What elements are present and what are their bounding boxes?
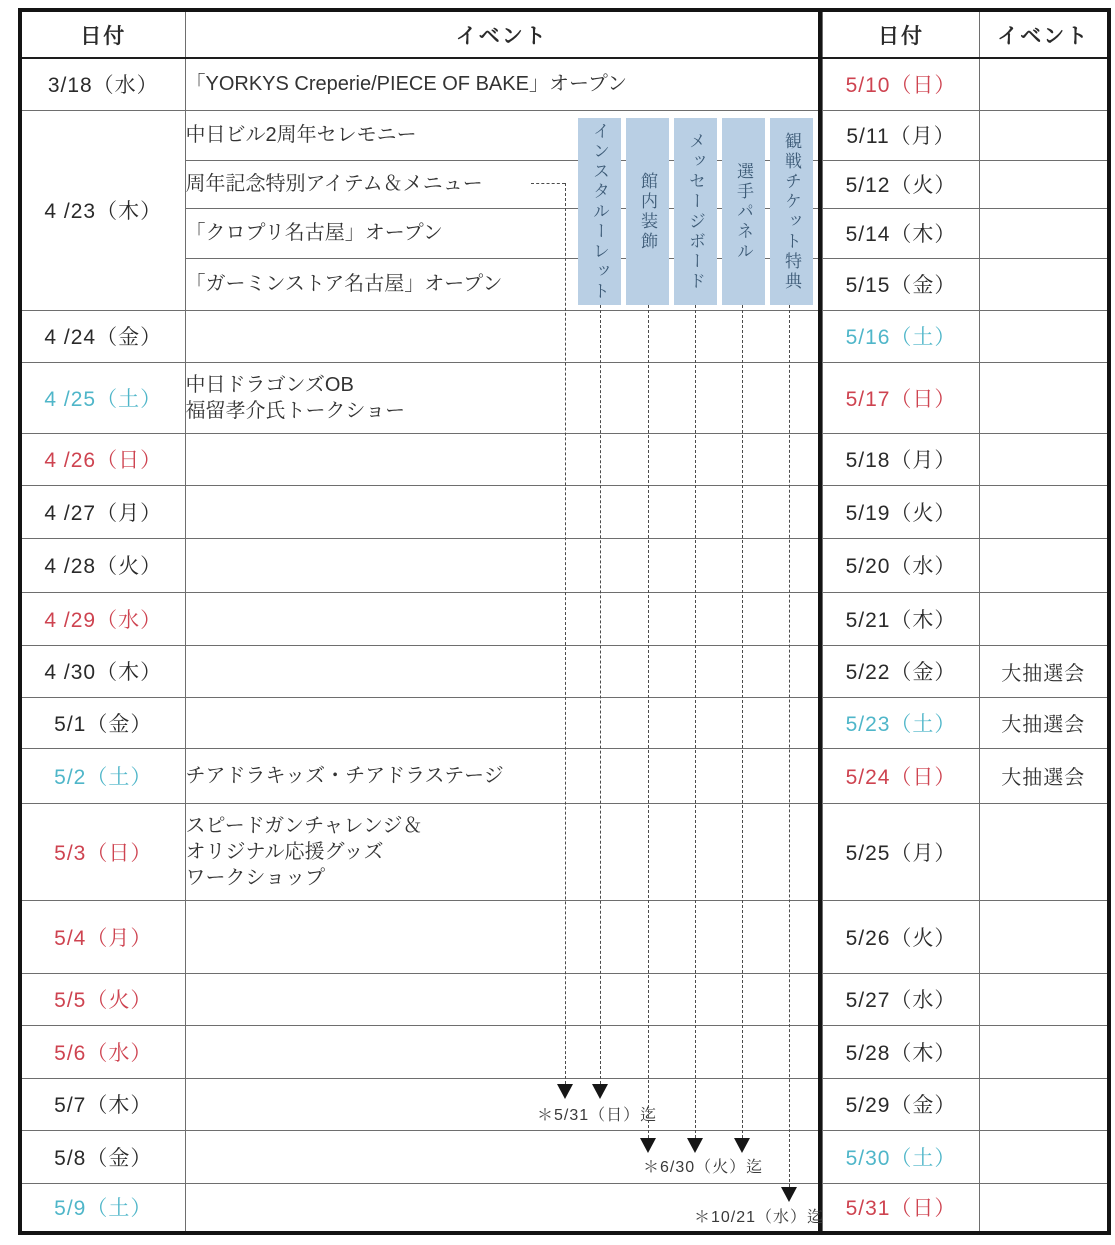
- event-cell: [185, 310, 820, 362]
- leader-connector-line: [531, 183, 565, 184]
- event-cell: [185, 538, 820, 592]
- event-text: 「ガーミンストア名古屋」オープン: [185, 273, 503, 295]
- campaign-box: [770, 118, 813, 305]
- event-cell: 大抽選会: [980, 697, 1109, 748]
- date-cell: 5/25（月）: [823, 803, 980, 900]
- date-cell: 5/22（金）: [823, 645, 980, 697]
- date-cell: 5/15（金）: [823, 258, 980, 310]
- date-cell: 5/16（土）: [823, 310, 980, 362]
- date-cell: 5/28（木）: [823, 1025, 980, 1078]
- date-cell-grouped: 4 /23（木）: [20, 110, 185, 310]
- event-text: 「YORKYS Creperie/PIECE OF BAKE」オープン: [185, 73, 628, 96]
- date-cell: 5/18（月）: [823, 433, 980, 485]
- date-cell: 5/7（木）: [20, 1078, 185, 1130]
- date-cell: 4 /27（月）: [20, 485, 185, 538]
- event-cell: [980, 1078, 1109, 1130]
- date-cell: 5/4（月）: [20, 900, 185, 973]
- event-cell: [980, 1130, 1109, 1183]
- event-cell: [980, 310, 1109, 362]
- date-cell: 4 /28（火）: [20, 538, 185, 592]
- campaign-label: 館内装飾: [638, 171, 657, 252]
- event-cell: [980, 110, 1109, 160]
- campaign-box: [722, 118, 765, 305]
- leader-line: [565, 183, 566, 1084]
- event-text: 中日ビル2周年セレモニー: [185, 124, 417, 146]
- left-date-header: 日付: [20, 10, 185, 58]
- date-cell: 4 /24（金）: [20, 310, 185, 362]
- campaign-label: インスタルーレット: [590, 121, 609, 302]
- event-cell: [185, 58, 820, 110]
- leader-line: [600, 305, 601, 1084]
- event-cell: [185, 1078, 820, 1130]
- arrow-down-icon: [640, 1138, 656, 1153]
- leader-line: [742, 305, 743, 1138]
- event-cell: [185, 592, 820, 645]
- date-cell: 5/10（日）: [823, 58, 980, 110]
- event-cell: [980, 803, 1109, 900]
- date-cell: 5/23（土）: [823, 697, 980, 748]
- event-cell: [980, 258, 1109, 310]
- event-cell: [980, 160, 1109, 208]
- event-cell: [980, 973, 1109, 1025]
- note-until-1021: ＊10/21（水）迄: [694, 1209, 825, 1226]
- date-cell: 5/31（日）: [823, 1183, 980, 1233]
- event-text: ワークショップ: [185, 866, 326, 889]
- event-cell: [185, 433, 820, 485]
- right-date-header: 日付: [823, 10, 980, 58]
- event-cell: [185, 485, 820, 538]
- event-text: スピードガンチャレンジ＆: [185, 814, 423, 837]
- event-cell: [185, 362, 820, 433]
- date-cell: 4 /26（日）: [20, 433, 185, 485]
- event-cell: [980, 538, 1109, 592]
- date-cell: 5/29（金）: [823, 1078, 980, 1130]
- event-text: 中日ドラゴンズOB: [185, 373, 354, 396]
- date-cell: 5/17（日）: [823, 362, 980, 433]
- date-cell: 4 /29（水）: [20, 592, 185, 645]
- leader-line: [695, 305, 696, 1138]
- campaign-label: メッセージボード: [686, 131, 705, 292]
- date-cell: 5/24（日）: [823, 748, 980, 803]
- campaign-box: [674, 118, 717, 305]
- event-cell: 大抽選会: [980, 645, 1109, 697]
- date-cell: 5/11（月）: [823, 110, 980, 160]
- event-cell: [185, 900, 820, 973]
- date-cell: 5/26（火）: [823, 900, 980, 973]
- date-cell: 5/2（土）: [20, 748, 185, 803]
- event-cell: [980, 362, 1109, 433]
- date-cell: 5/8（金）: [20, 1130, 185, 1183]
- date-cell: 5/6（水）: [20, 1025, 185, 1078]
- date-cell: 5/14（木）: [823, 208, 980, 258]
- left-event-header: イベント: [185, 10, 820, 58]
- event-cell: [980, 1183, 1109, 1233]
- note-until-531: ＊5/31（日）迄: [537, 1107, 658, 1124]
- date-cell: 5/1（金）: [20, 697, 185, 748]
- date-cell: 5/27（水）: [823, 973, 980, 1025]
- campaign-box: [578, 118, 621, 305]
- date-cell: 5/20（水）: [823, 538, 980, 592]
- campaign-label: 観戦チケット特典: [782, 131, 801, 292]
- arrow-down-icon: [592, 1084, 608, 1099]
- event-cell: [980, 58, 1109, 110]
- event-text: チアドラキッズ・チアドラステージ: [185, 764, 504, 787]
- arrow-down-icon: [781, 1187, 797, 1202]
- note-until-630: ＊6/30（火）迄: [643, 1159, 764, 1176]
- arrow-down-icon: [557, 1084, 573, 1099]
- event-cell: [980, 900, 1109, 973]
- event-text: 「クロプリ名古屋」オープン: [185, 222, 443, 244]
- date-cell: 5/9（土）: [20, 1183, 185, 1233]
- event-cell: [185, 1025, 820, 1078]
- event-cell: [980, 592, 1109, 645]
- event-text: 周年記念特別アイテム＆メニュー: [185, 173, 483, 195]
- event-cell: [980, 208, 1109, 258]
- date-cell: 4 /25（土）: [20, 362, 185, 433]
- date-cell: 5/21（木）: [823, 592, 980, 645]
- date-cell: 5/5（火）: [20, 973, 185, 1025]
- event-cell: [980, 485, 1109, 538]
- event-cell: [980, 1025, 1109, 1078]
- right-schedule-table: [822, 8, 1111, 1235]
- event-cell: 大抽選会: [980, 748, 1109, 803]
- event-cell: [185, 748, 820, 803]
- leader-line: [648, 305, 649, 1138]
- event-cell: [185, 697, 820, 748]
- campaign-label: 選手パネル: [734, 161, 753, 262]
- date-cell: 4 /30（木）: [20, 645, 185, 697]
- event-text: 福留孝介氏トークショー: [185, 399, 406, 422]
- date-cell: 5/30（土）: [823, 1130, 980, 1183]
- event-text: オリジナル応援グッズ: [185, 840, 384, 863]
- date-cell: 5/12（火）: [823, 160, 980, 208]
- date-cell: 3/18（水）: [20, 58, 185, 110]
- event-cell: [185, 645, 820, 697]
- campaign-box: [626, 118, 669, 305]
- event-cell: [185, 973, 820, 1025]
- date-cell: 5/3（日）: [20, 803, 185, 900]
- event-cell: [980, 433, 1109, 485]
- arrow-down-icon: [687, 1138, 703, 1153]
- date-cell: 5/19（火）: [823, 485, 980, 538]
- right-event-header: イベント: [980, 10, 1109, 58]
- arrow-down-icon: [734, 1138, 750, 1153]
- leader-line: [789, 305, 790, 1187]
- event-cell: [185, 803, 820, 900]
